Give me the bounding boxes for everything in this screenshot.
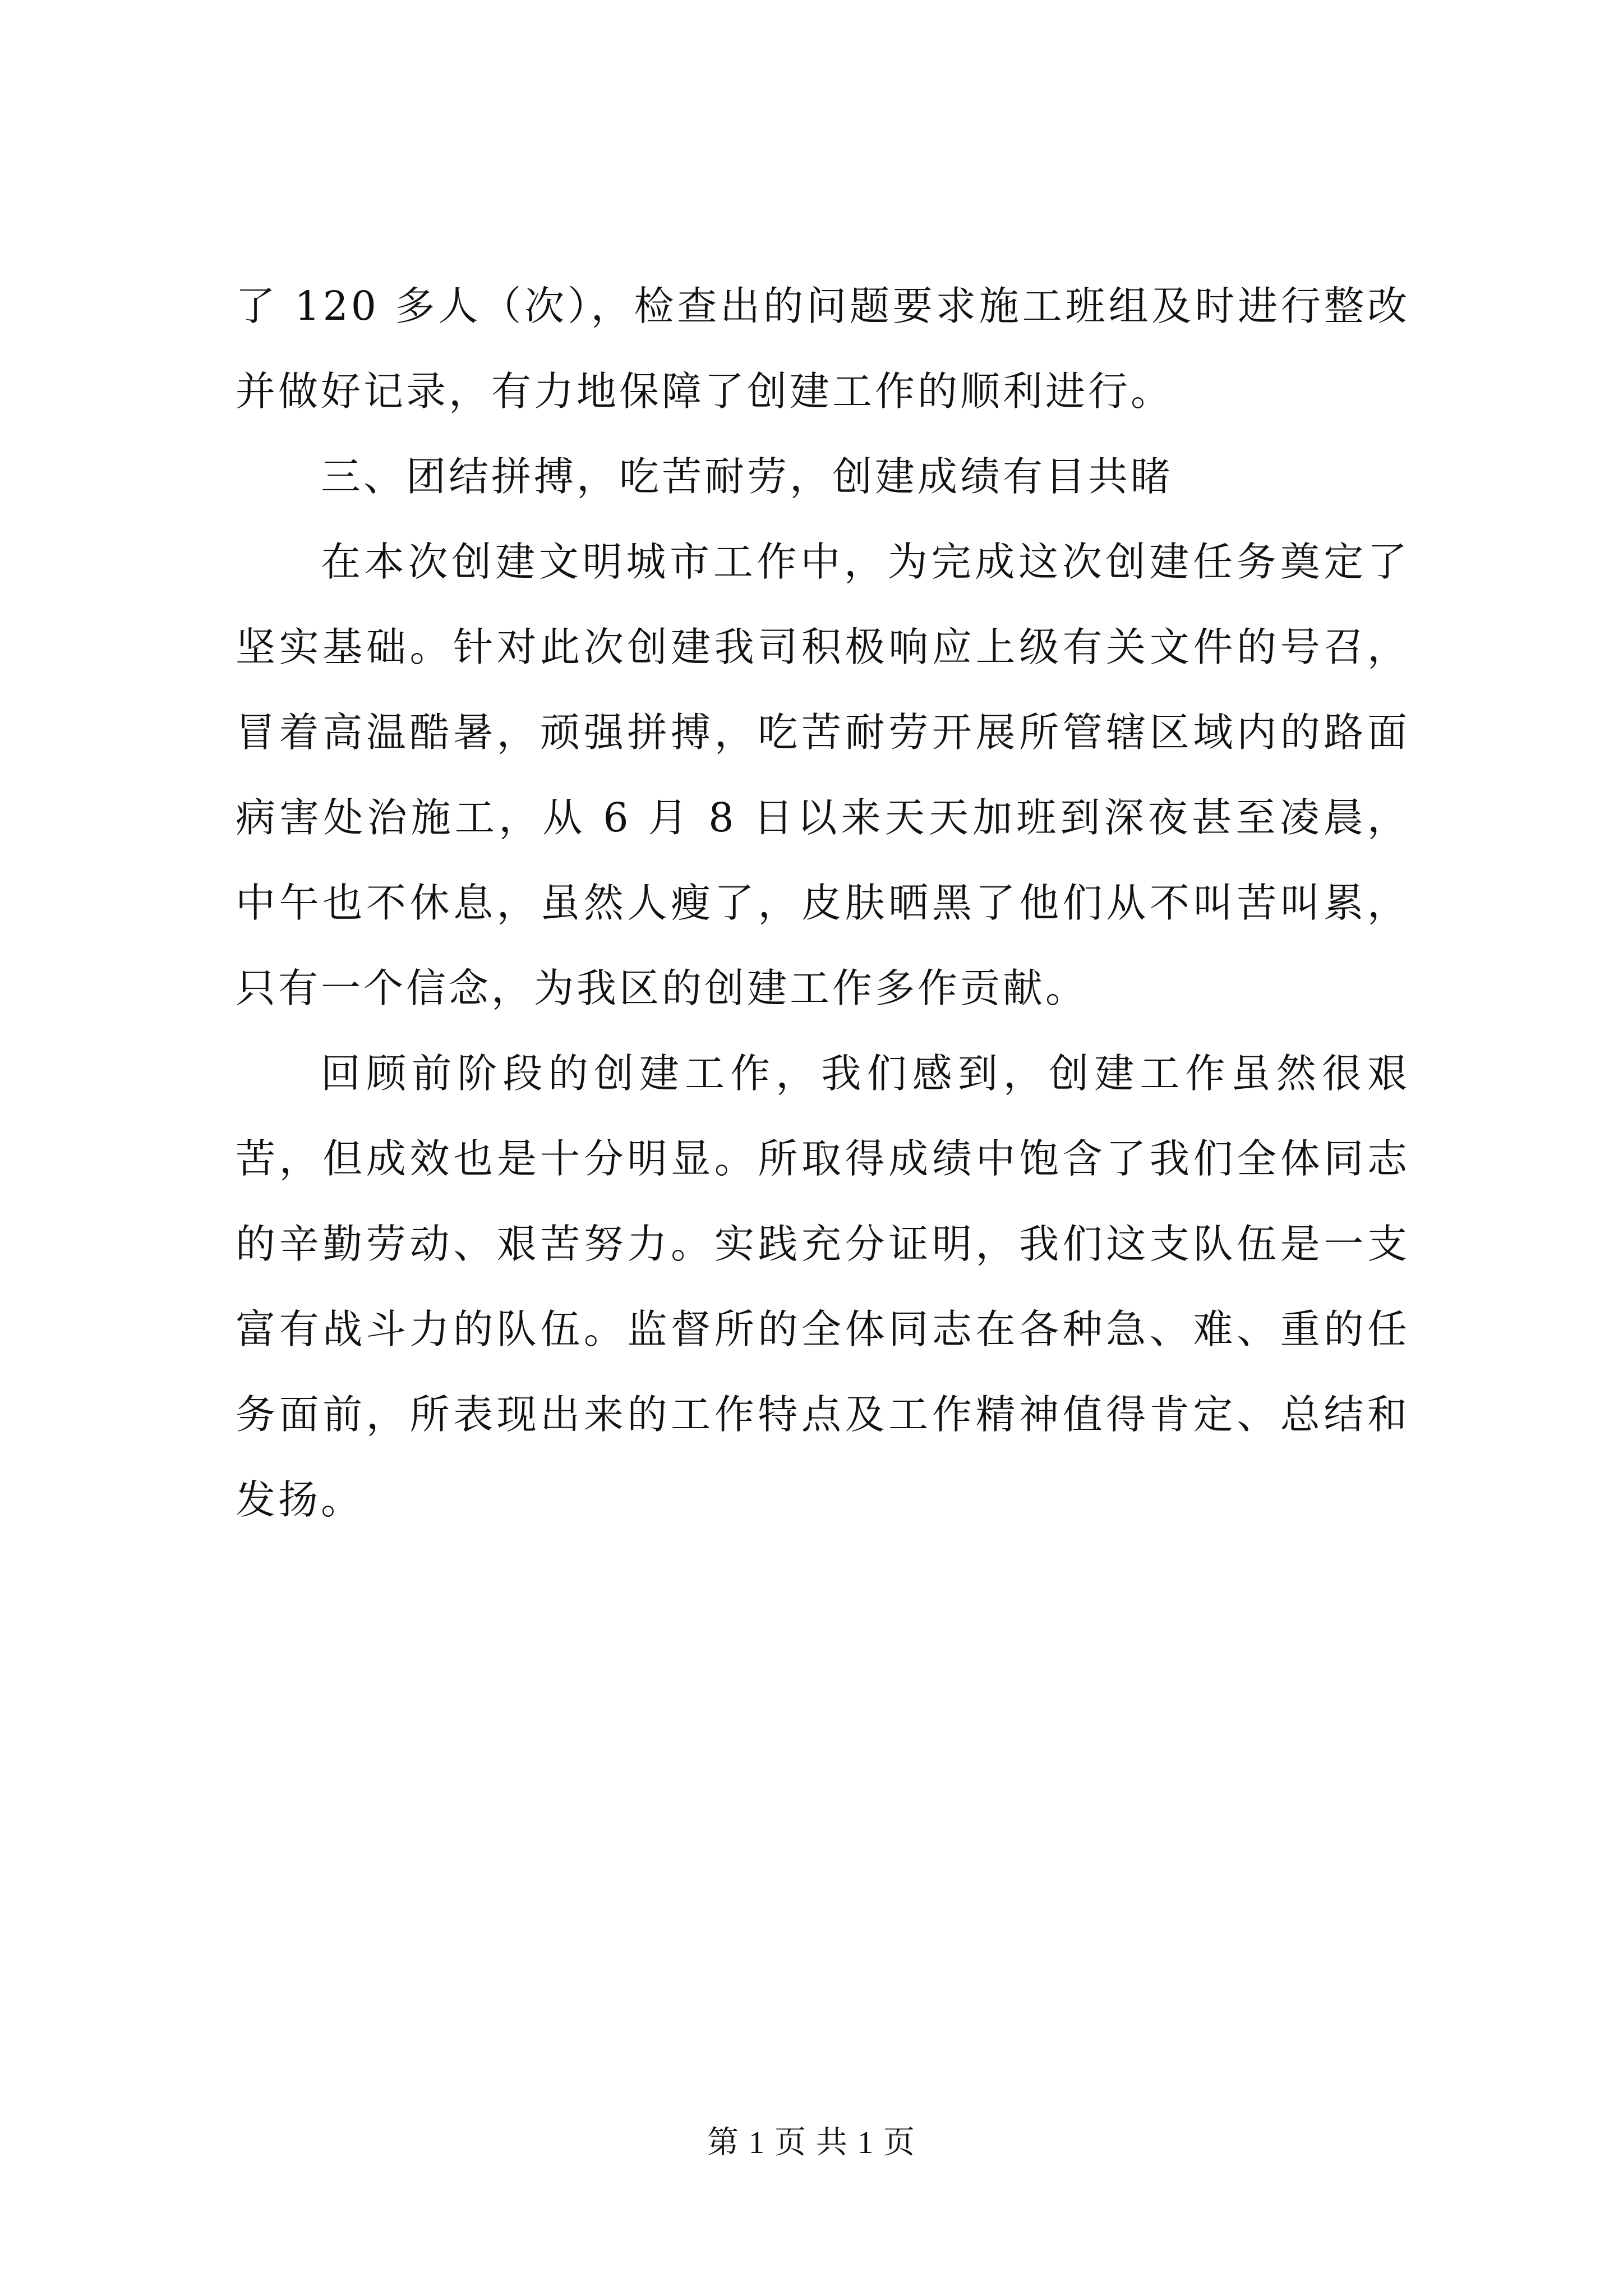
section-heading-three: 三、团结拼搏，吃苦耐劳，创建成绩有目共睹 [321, 453, 1174, 500]
paragraph-review: 回顾前阶段的创建工作，我们感到，创建工作虽然很艰苦，但成效也是十分明显。所取得成绩中饱含了我们全体同志的辛勤劳动、艰苦努力。实践充分证明，我们这支队伍是一支富有战斗力的队伍。监督所的全体同志在各种急、难、重的任务面前，所表现出来的工作特点及工作精神值得肯定、总结和发扬。 [236, 1050, 1410, 1523]
paragraph-creation-work: 在本次创建文明城市工作中，为完成这次创建任务奠定了坚实基础。针对此次创建我司积极响应上级有关文件的号召，冒着高温酷暑，顽强拼搏，吃苦耐劳开展所管辖区域内的路面病害处治施工，从 6 月 8 日以来天天加班到深夜甚至凌晨，中午也不休息，虽然人瘦了，皮肤晒黑了他们从不叫苦叫累，只有一个信念，为我区的创建工作多作贡献。 [236, 539, 1410, 1011]
document-body [236, 264, 1410, 1543]
paragraph-continuation: 了 120 多人（次），检查出的问题要求施工班组及时进行整改并做好记录，有力地保障了创建工作的顺利进行。 [236, 283, 1410, 415]
page-footer: 第 1 页 共 1 页 [707, 2125, 916, 2160]
